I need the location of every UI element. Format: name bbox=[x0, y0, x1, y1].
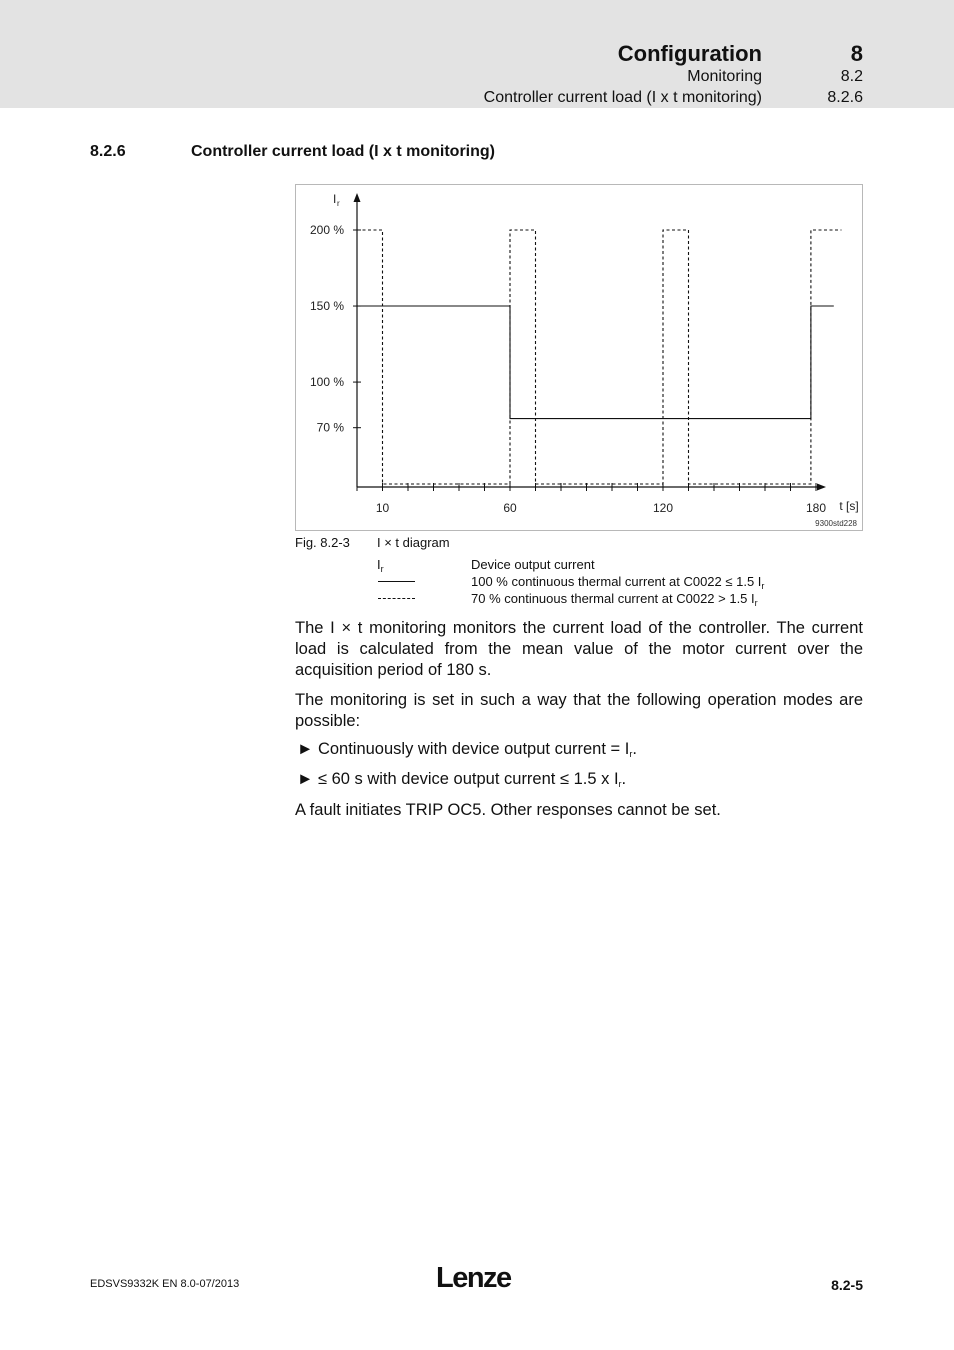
y-tick-label: 70 % bbox=[316, 420, 344, 435]
series-100-percent-line bbox=[357, 306, 834, 419]
footer-page-number: 8.2-5 bbox=[831, 1277, 863, 1293]
subsection-title: Controller current load (I x t monitoring) bbox=[483, 89, 762, 106]
figure-label: Fig. 8.2-3 bbox=[295, 535, 350, 550]
chapter-number: 8 bbox=[850, 41, 863, 66]
x-axis-arrow bbox=[817, 484, 826, 491]
legend-dashed-line bbox=[378, 598, 415, 599]
section-title: Monitoring bbox=[687, 68, 762, 85]
bullet-marker-2: ► bbox=[297, 770, 314, 788]
footer-doc-id: EDSVS9332K EN 8.0-07/2013 bbox=[90, 1278, 240, 1290]
bullet-end-2: . bbox=[621, 770, 627, 788]
y-axis-label-sub: r bbox=[337, 199, 340, 208]
y-tick-label: 100 % bbox=[309, 375, 344, 390]
legend-symbol-ir bbox=[377, 557, 384, 574]
paragraph-1: The I × t monitoring monitors the current load of the controller. The current load is calculated from the mean value of the motor current over the acquisition period of 180 s. bbox=[295, 619, 863, 679]
figure-caption: I × t diagram bbox=[377, 535, 450, 550]
legend-desc-100-text: 100 % continuous thermal current at C0022 ≤ 1.5 I bbox=[471, 574, 762, 589]
legend-desc-70-sub: r bbox=[754, 598, 758, 608]
y-tick-label: 150 % bbox=[309, 299, 344, 314]
legend-desc-100 bbox=[471, 574, 764, 591]
ixt-diagram-figure bbox=[295, 184, 863, 531]
section-heading-title: Controller current load (I x t monitoring) bbox=[191, 143, 495, 160]
bullet-sub-2: r bbox=[618, 779, 622, 789]
x-tick-label: 60 bbox=[503, 501, 517, 515]
legend-symbol-text: I bbox=[377, 557, 381, 572]
legend-solid-line bbox=[378, 581, 415, 582]
x-tick-label: 180 bbox=[805, 501, 827, 515]
lenze-logo: Lenze bbox=[436, 1262, 511, 1294]
legend-symbol-sub: r bbox=[380, 564, 384, 574]
legend-desc-70-text: 70 % continuous thermal current at C0022 > 1.5 I bbox=[471, 591, 755, 606]
bullet-item-1 bbox=[297, 740, 637, 759]
section-heading-number: 8.2.6 bbox=[90, 143, 126, 160]
ixt-chart bbox=[296, 185, 862, 530]
bullet-marker-1: ► bbox=[297, 740, 314, 758]
bullet-end-1: . bbox=[632, 740, 637, 758]
y-axis-label: I bbox=[333, 192, 337, 206]
chapter-title: Configuration bbox=[617, 41, 762, 66]
bullet-item-2 bbox=[297, 770, 626, 789]
paragraph-3: A fault initiates TRIP OC5. Other responses cannot be set. bbox=[295, 801, 721, 819]
section-number: 8.2 bbox=[840, 68, 863, 85]
page-header bbox=[0, 0, 954, 108]
bullet-text-1: Continuously with device output current = I bbox=[317, 740, 630, 758]
legend-desc-output-current: Device output current bbox=[471, 557, 595, 572]
subsection-number: 8.2.6 bbox=[827, 89, 863, 106]
legend-desc-100-sub: r bbox=[761, 581, 765, 591]
x-tick-label: 10 bbox=[375, 501, 390, 515]
y-axis-arrow bbox=[354, 193, 361, 202]
x-tick-label: 120 bbox=[652, 501, 674, 515]
paragraph-2: The monitoring is set in such a way that the following operation modes are possible: bbox=[295, 691, 863, 730]
bullet-sub-1: r bbox=[629, 749, 633, 759]
figure-image-id: 9300std228 bbox=[815, 519, 857, 528]
legend-desc-70 bbox=[471, 591, 758, 608]
x-axis-label: t [s] bbox=[839, 499, 859, 513]
series-70-percent-line bbox=[357, 230, 842, 484]
bullet-text-2: ≤ 60 s with device output current ≤ 1.5 x I bbox=[317, 770, 619, 788]
y-tick-label: 200 % bbox=[309, 223, 344, 237]
